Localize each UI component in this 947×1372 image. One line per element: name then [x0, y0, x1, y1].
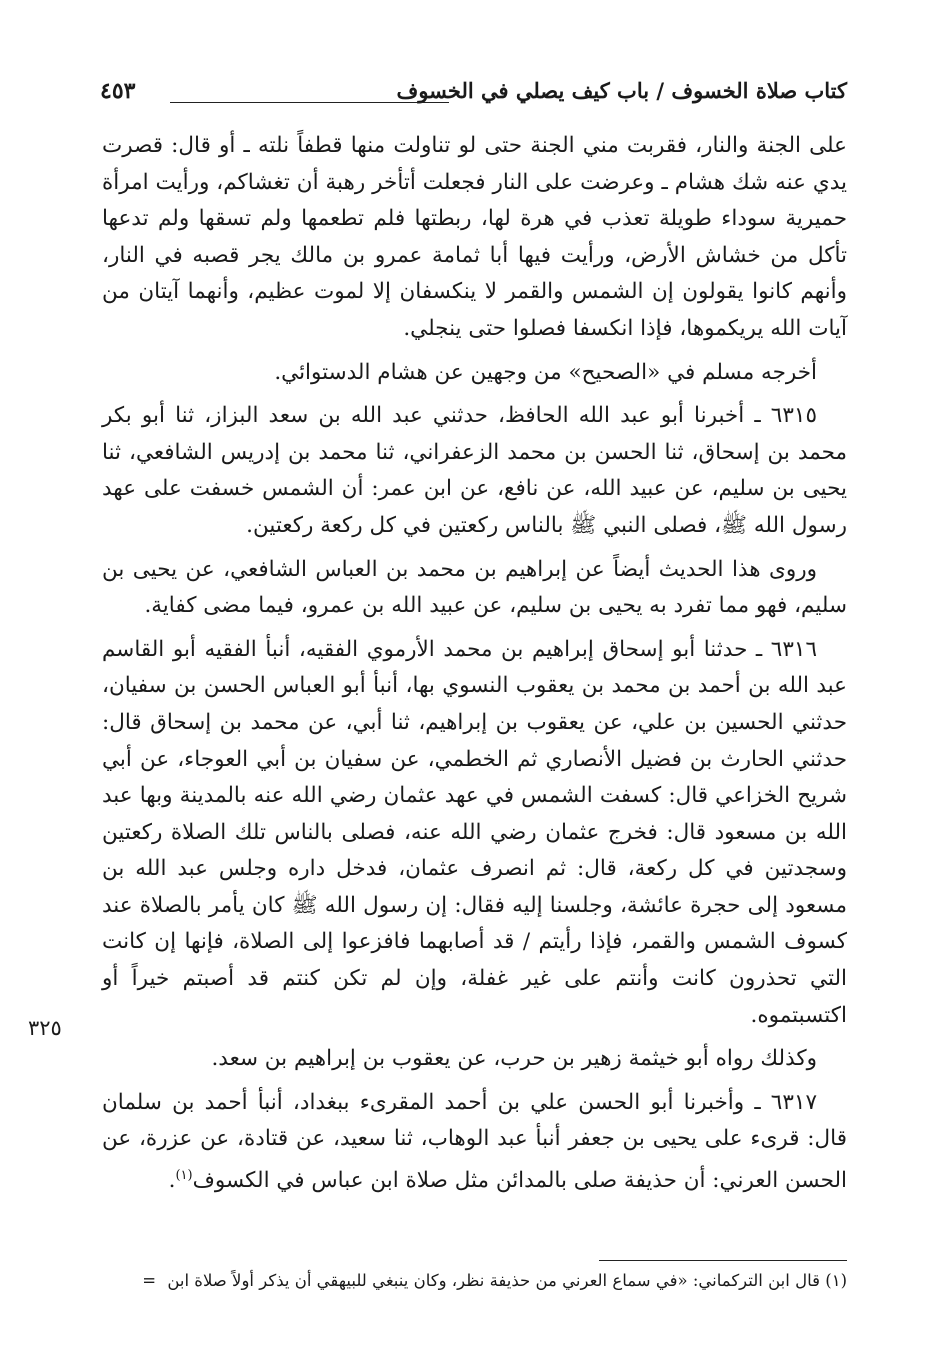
footnote-marker: (١): [175, 1168, 193, 1184]
hadith-6317-text: ٦٣١٧ ـ وأخبرنا أبو الحسن علي بن أحمد المقرىء ببغداد، أنبأ أحمد بن سلمان قال: قرىء على يحيى بن جعفر أنبأ عبد الوهاب، ثنا سعيد، عن قتادة، عن عزرة، عن الحسن العرني: أن حذيفة صلى بالمدائن مثل صلاة ابن عباس في الكسوف: [102, 1089, 847, 1194]
footnote-text: قال ابن التركماني: «في سماع العرني من حذيفة نظر، وكان ينبغي للبيهقي أن يذكر أولاً صلاة ابن: [167, 1271, 820, 1290]
page-number: ٤٥٣: [100, 78, 136, 104]
continuation-mark: =: [142, 1271, 157, 1290]
paragraph-4: وروى هذا الحديث أيضاً عن إبراهيم بن محمد بن العباس الشافعي، عن يحيى بن سليم، فهو مما تفرد به يحيى بن سليم، عن عبيد الله بن عمرو، فيما مضى كفاية.: [102, 556, 847, 619]
sentence-end: .: [168, 1168, 176, 1194]
running-header: [100, 78, 847, 118]
paragraph-6: وكذلك رواه أبو خيثمة زهير بن حرب، عن يعقوب بن إبراهيم بن سعد.: [211, 1046, 817, 1072]
main-text: [102, 128, 847, 1207]
paragraph-1: على الجنة والنار، فقربت مني الجنة حتى لو تناولت منها قطفاً نلته ـ أو قال: قصرت يدي عنه شك هشام ـ وعرضت على النار فجعلت أتأخر رهبة أن تغشاكم، ورأيت امرأة حميرية سوداء طويلة تعذب في هرة لها، ربطتها فلم تطعمها ولم تسقها ولم تدعها تأكل من خشاش الأرض، ورأيت فيها أبا ثمامة عمرو بن مالك يجر قصبه في النار، وأنهم كانوا يقولون إن الشمس والقمر لا ينكسفان إلا لموت عظيم، وأنهما آيتان من آيات الله يريكموها، فإذا انكسفا فصلوا حتى ينجلي.: [102, 133, 847, 341]
footnote-number: (١): [825, 1271, 847, 1290]
chapter-title: كتاب صلاة الخسوف / باب كيف يصلي في الخسوف: [396, 78, 847, 103]
header-rule: [170, 102, 449, 103]
hadith-6317: [102, 1085, 847, 1200]
hadith-6316: ٦٣١٦ ـ حدثنا أبو إسحاق إبراهيم بن محمد الأرموي الفقيه، أنبأ الفقيه أبو القاسم عبد الله بن أحمد بن محمد بن يعقوب النسوي بها، أنبأ أبو العباس الحسن بن سفيان، حدثني الحسين بن علي، عن يعقوب بن إبراهيم، ثنا أبي، عن محمد بن إسحاق قال: حدثني الحارث بن فضيل الأنصاري ثم الخطمي، عن سفيان بن أبي العوجاء، عن أبي شريح الخزاعي قال: كسفت الشمس في عهد عثمان رضي الله عنه بالمدينة وبها عبد الله بن مسعود قال: فخرج عثمان رضي الله عنه، فصلى بالناس تلك الصلاة ركعتين وسجدتين في كل ركعة، قال: ثم انصرف عثمان، فدخل داره وجلس عبد الله بن مسعود إلى حجرة عائشة، وجلسنا إليه فقال: إن رسول الله ﷺ كان يأمر بالصلاة عند كسوف الشمس والقمر، فإذا رأيتم / قد أصابهما فافزعوا إلى الصلاة، فإنها إن كانت التي تحذرون كانت وأنتم على غير غفلة، وإن لم تكن كنتم قد أصبتم خيراً أو اكتسبتموه.: [102, 636, 847, 1028]
paragraph-2: أخرجه مسلم في «الصحيح» من وجهين عن هشام الدستوائي.: [274, 359, 817, 385]
margin-reference-number: ٣٢٥: [28, 1016, 62, 1040]
footnote-rule: [599, 1260, 847, 1261]
footnote: [102, 1268, 847, 1294]
hadith-6315: ٦٣١٥ ـ أخبرنا أبو عبد الله الحافظ، حدثني عبد الله بن سعد البزاز، ثنا أبو بكر محمد بن إسحاق، ثنا الحسن بن محمد الزعفراني، ثنا محمد بن إدريس الشافعي، ثنا يحيى بن سليم، عن عبيد الله، عن نافع، عن ابن عمر: أن الشمس خسفت على عهد رسول الله ﷺ، فصلى النبي ﷺ بالناس ركعتين في كل ركعة ركعتين.: [102, 403, 847, 538]
